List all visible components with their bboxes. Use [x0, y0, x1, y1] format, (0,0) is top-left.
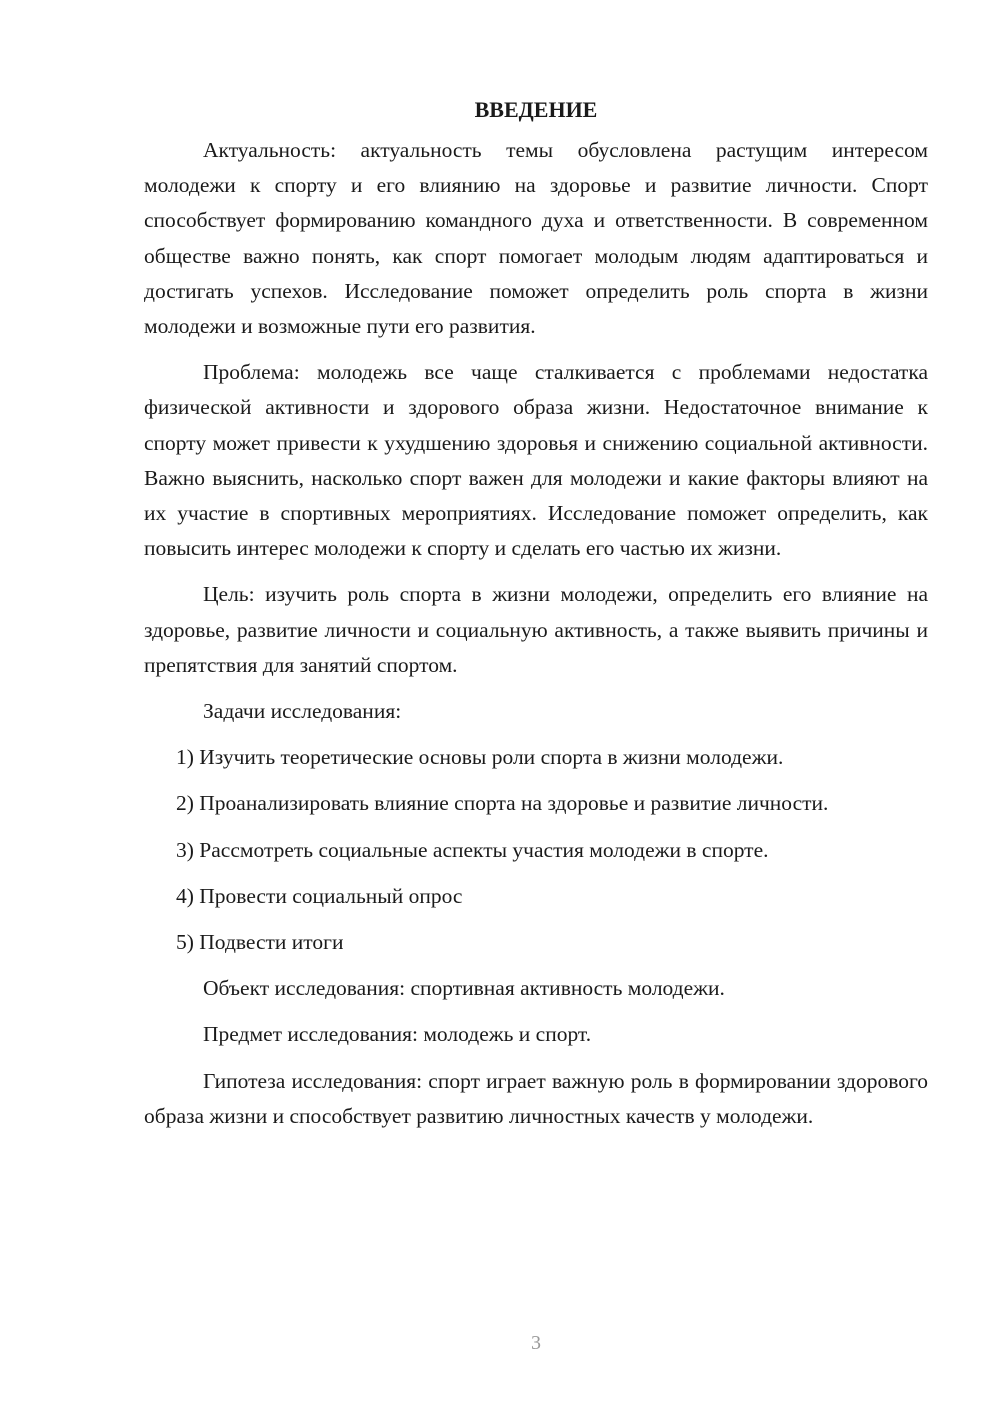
task-item: 5) Подвести итоги: [176, 930, 344, 955]
task-item: 1) Изучить теоретические основы роли спорта в жизни молодежи.: [176, 745, 784, 770]
paragraph-goal: Цель: изучить роль спорта в жизни молодежи, определить его влияние на здоровье, развитие личности и социальную активность, а также выявить причины и препятствия для занятий спортом.: [144, 582, 928, 677]
section-title: ВВЕДЕНИЕ: [474, 97, 598, 122]
page-number: 3: [531, 1332, 541, 1354]
document-page: [144, 92, 928, 1145]
paragraph-tasks-heading: Задачи исследования:: [203, 699, 402, 724]
paragraph-subject: Предмет исследования: молодежь и спорт.: [203, 1022, 592, 1047]
task-item: 4) Провести социальный опрос: [176, 883, 463, 908]
paragraph-problem: Проблема: молодежь все чаще сталкивается с проблемами недостатка физической активности и здорового образа жизни. Недостаточное внимание к спорту может привести к ухудшению здоровья и снижению социальной активности. Важно выяснить, насколько спорт важен для молодежи и какие факторы влияют на их участие в спортивных мероприятиях. Исследование поможет определить, как повысить интерес молодежи к спорту и сделать его частью их жизни.: [144, 360, 928, 561]
paragraph-relevance: Актуальность: актуальность темы обусловлена растущим интересом молодежи к спорту и его влиянию на здоровье и развитие личности. Спорт способствует формированию командного духа и ответственности. В современном обществе важно понять, как спорт помогает молодым людям адаптироваться и достигать успехов. Исследование поможет определить роль спорта в жизни молодежи и возможные пути его развития.: [144, 138, 928, 339]
paragraph-object: Объект исследования: спортивная активность молодежи.: [203, 976, 725, 1001]
paragraph-hypothesis: Гипотеза исследования: спорт играет важную роль в формировании здорового образа жизни и способствует развитию личностных качеств у молодежи.: [144, 1068, 928, 1128]
task-item: 2) Проанализировать влияние спорта на здоровье и развитие личности.: [176, 791, 829, 816]
task-item: 3) Рассмотреть социальные аспекты участия молодежи в спорте.: [176, 837, 769, 862]
